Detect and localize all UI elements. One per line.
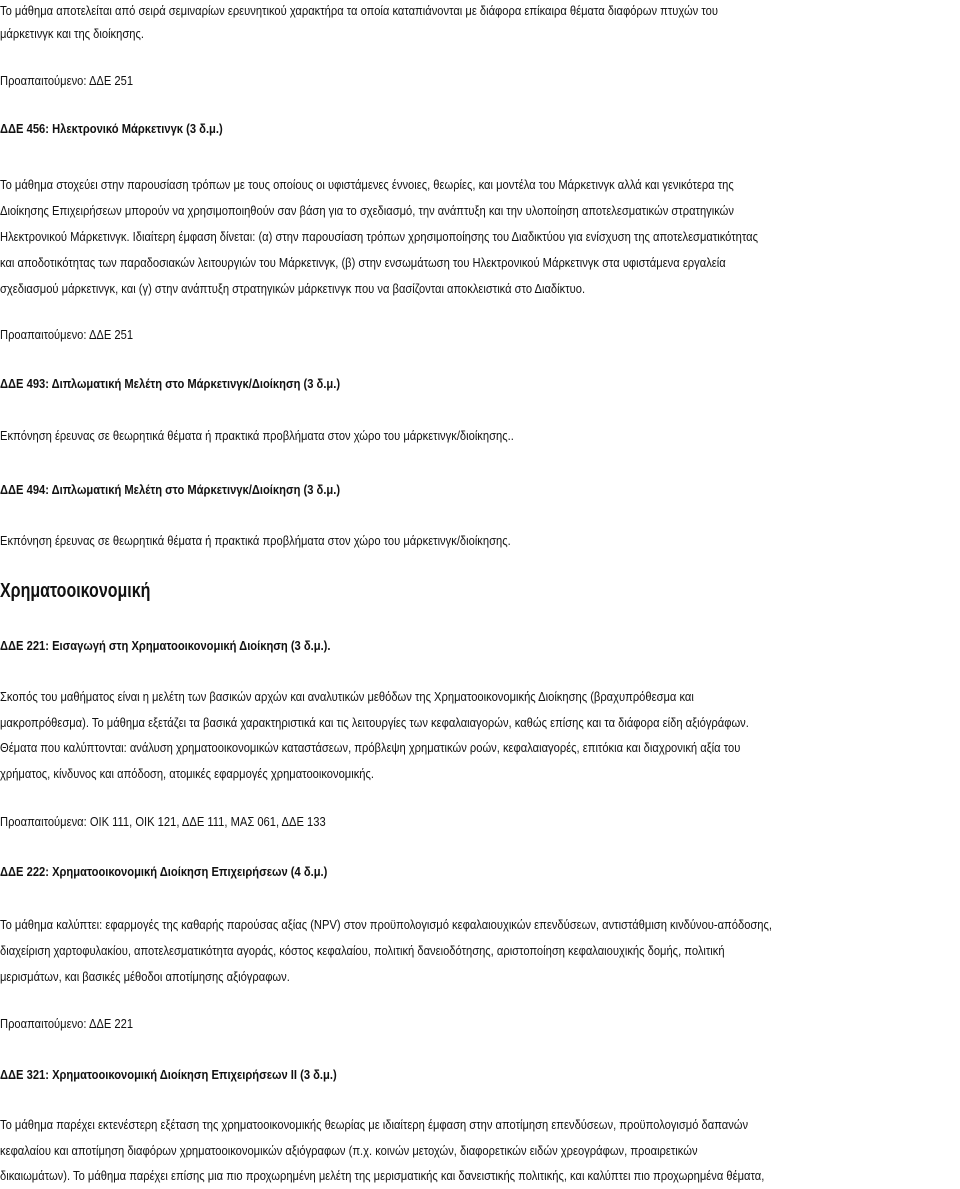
course-222-description-line: Το μάθημα καλύπτει: εφαρμογές της καθαρής παρούσας αξίας (NPV) στον προϋπολογισμό κεφαλαιουχικών επενδύσεων, αντιστάθμιση κινδύνου-απόδοσης, [0, 917, 773, 932]
prerequisite-text: Προαπαιτούμενο: ΔΔΕ 251 [0, 327, 134, 342]
section-heading-finance: Χρηματοοικονομική [0, 580, 151, 602]
course-493-title: ΔΔΕ 493: Διπλωματική Μελέτη στο Μάρκετινγκ/Διοίκηση (3 δ.μ.) [0, 376, 341, 391]
course-221-description-line: Σκοπός του μαθήματος είναι η μελέτη των βασικών αρχών και αναλυτικών μεθόδων της Χρηματοοικονομικής Διοίκησης (βραχυπρόθεσμα και [0, 689, 694, 704]
course-494-title: ΔΔΕ 494: Διπλωματική Μελέτη στο Μάρκετινγκ/Διοίκηση (3 δ.μ.) [0, 482, 341, 497]
intro-line: μάρκετινγκ και της διοίκησης. [0, 26, 144, 41]
course-221-description-line: χρήματος, κίνδυνος και απόδοση, ατομικές εφαρμογές χρηματοοικονομικής. [0, 766, 375, 781]
course-321-description-line: κεφαλαίου και αποτίμηση διαφόρων χρηματοοικονομικών αξιόγραφων (π.χ. κοινών μετοχών, διαφορετικών ειδών χρεογράφων, προαιρετικών [0, 1143, 698, 1158]
course-221-description-line: Θέματα που καλύπτονται: ανάλυση χρηματοοικονομικών καταστάσεων, πρόβλεψη χρηματικών ροών, κεφαλαιαγορές, επιτόκια και διαχρονική αξία του [0, 740, 741, 755]
course-456-description-line: Διοίκησης Επιχειρήσεων μπορούν να χρησιμοποιηθούν σαν βάση για το σχεδιασμό, την ανάπτυξη και την υλοποίηση αποτελεσματικών στρατηγικών [0, 203, 734, 218]
course-321-title: ΔΔΕ 321: Χρηματοοικονομική Διοίκηση Επιχειρήσεων ΙΙ (3 δ.μ.) [0, 1067, 337, 1082]
prerequisite-text: Προαπαιτούμενο: ΔΔΕ 251 [0, 73, 134, 88]
course-456-description-line: Το μάθημα στοχεύει στην παρουσίαση τρόπων με τους οποίους οι υφιστάμενες έννοιες, θεωρίες, και μοντέλα του Μάρκετινγκ αλλά και γενικότερα της [0, 177, 734, 192]
course-493-description: Εκπόνηση έρευνας σε θεωρητικά θέματα ή πρακτικά προβλήματα στον χώρο του μάρκετινγκ/διοίκησης.. [0, 428, 514, 443]
course-221-description-line: μακροπρόθεσμα). Το μάθημα εξετάζει τα βασικά χαρακτηριστικά και τις λειτουργίες των κεφαλαιαγορών, καθώς επίσης και τα διάφορα είδη αξιόγράφων. [0, 715, 749, 730]
course-222-description-line: μερισμάτων, και βασικές μέθοδοι αποτίμησης αξιόγραφων. [0, 969, 290, 984]
course-494-description: Εκπόνηση έρευνας σε θεωρητικά θέματα ή πρακτικά προβλήματα στον χώρο του μάρκετινγκ/διοίκησης. [0, 533, 511, 548]
course-321-description-line: Το μάθημα παρέχει εκτενέστερη εξέταση της χρηματοοικονομικής θεωρίας με ιδιαίτερη έμφαση στην αποτίμηση επενδύσεων, προϋπολογισμό δαπανών [0, 1117, 749, 1132]
course-456-description-line: Ηλεκτρονικού Μάρκετινγκ. Ιδιαίτερη έμφαση δίνεται: (α) στην παρουσίαση τρόπων χρησιμοποίησης του Διαδικτύου για ενίσχυση της αποτελεσματικότητας [0, 229, 758, 244]
course-456-description-line: και αποδοτικότητας των παραδοσιακών λειτουργιών του Μάρκετινγκ, (β) στην ενσωμάτωση του Ηλεκτρονικού Μάρκετινγκ στα υφιστάμενα εργαλεία [0, 255, 726, 270]
course-221-title: ΔΔΕ 221: Εισαγωγή στη Χρηματοοικονομική Διοίκηση (3 δ.μ.). [0, 638, 331, 653]
course-321-description-line: δικαιωμάτων). Το μάθημα παρέχει επίσης μια πιο προχωρημένη μελέτη της μερισματικής και δανειστικής πολιτικής, και καλύπτει πιο προχωρημένα θέματα, [0, 1168, 765, 1183]
prerequisite-text: Προαπαιτούμενο: ΔΔΕ 221 [0, 1016, 134, 1031]
prerequisite-text: Προαπαιτούμενα: ΟΙΚ 111, ΟΙΚ 121, ΔΔΕ 111, ΜΑΣ 061, ΔΔΕ 133 [0, 814, 326, 829]
course-222-description-line: διαχείριση χαρτοφυλακίου, αποτελεσματικότητα αγοράς, κόστος κεφαλαίου, πολιτική δανειοδότησης, αριστοποίηση κεφαλαιουχικής δομής, πολιτική [0, 943, 725, 958]
course-456-description-line: σχεδιασμού μάρκετινγκ, και (γ) στην ανάπτυξη στρατηγικών μάρκετινγκ που να βασίζονται αποκλειστικά στο Διαδίκτυο. [0, 281, 586, 296]
intro-line: Το μάθημα αποτελείται από σειρά σεμιναρίων ερευνητικού χαρακτήρα τα οποία καταπιάνονται με διάφορα επίκαιρα θέματα διαφόρων πτυχών του [0, 3, 718, 18]
course-456-title: ΔΔΕ 456: Ηλεκτρονικό Μάρκετινγκ (3 δ.μ.) [0, 121, 223, 136]
course-222-title: ΔΔΕ 222: Χρηματοοικονομική Διοίκηση Επιχειρήσεων (4 δ.μ.) [0, 864, 328, 879]
